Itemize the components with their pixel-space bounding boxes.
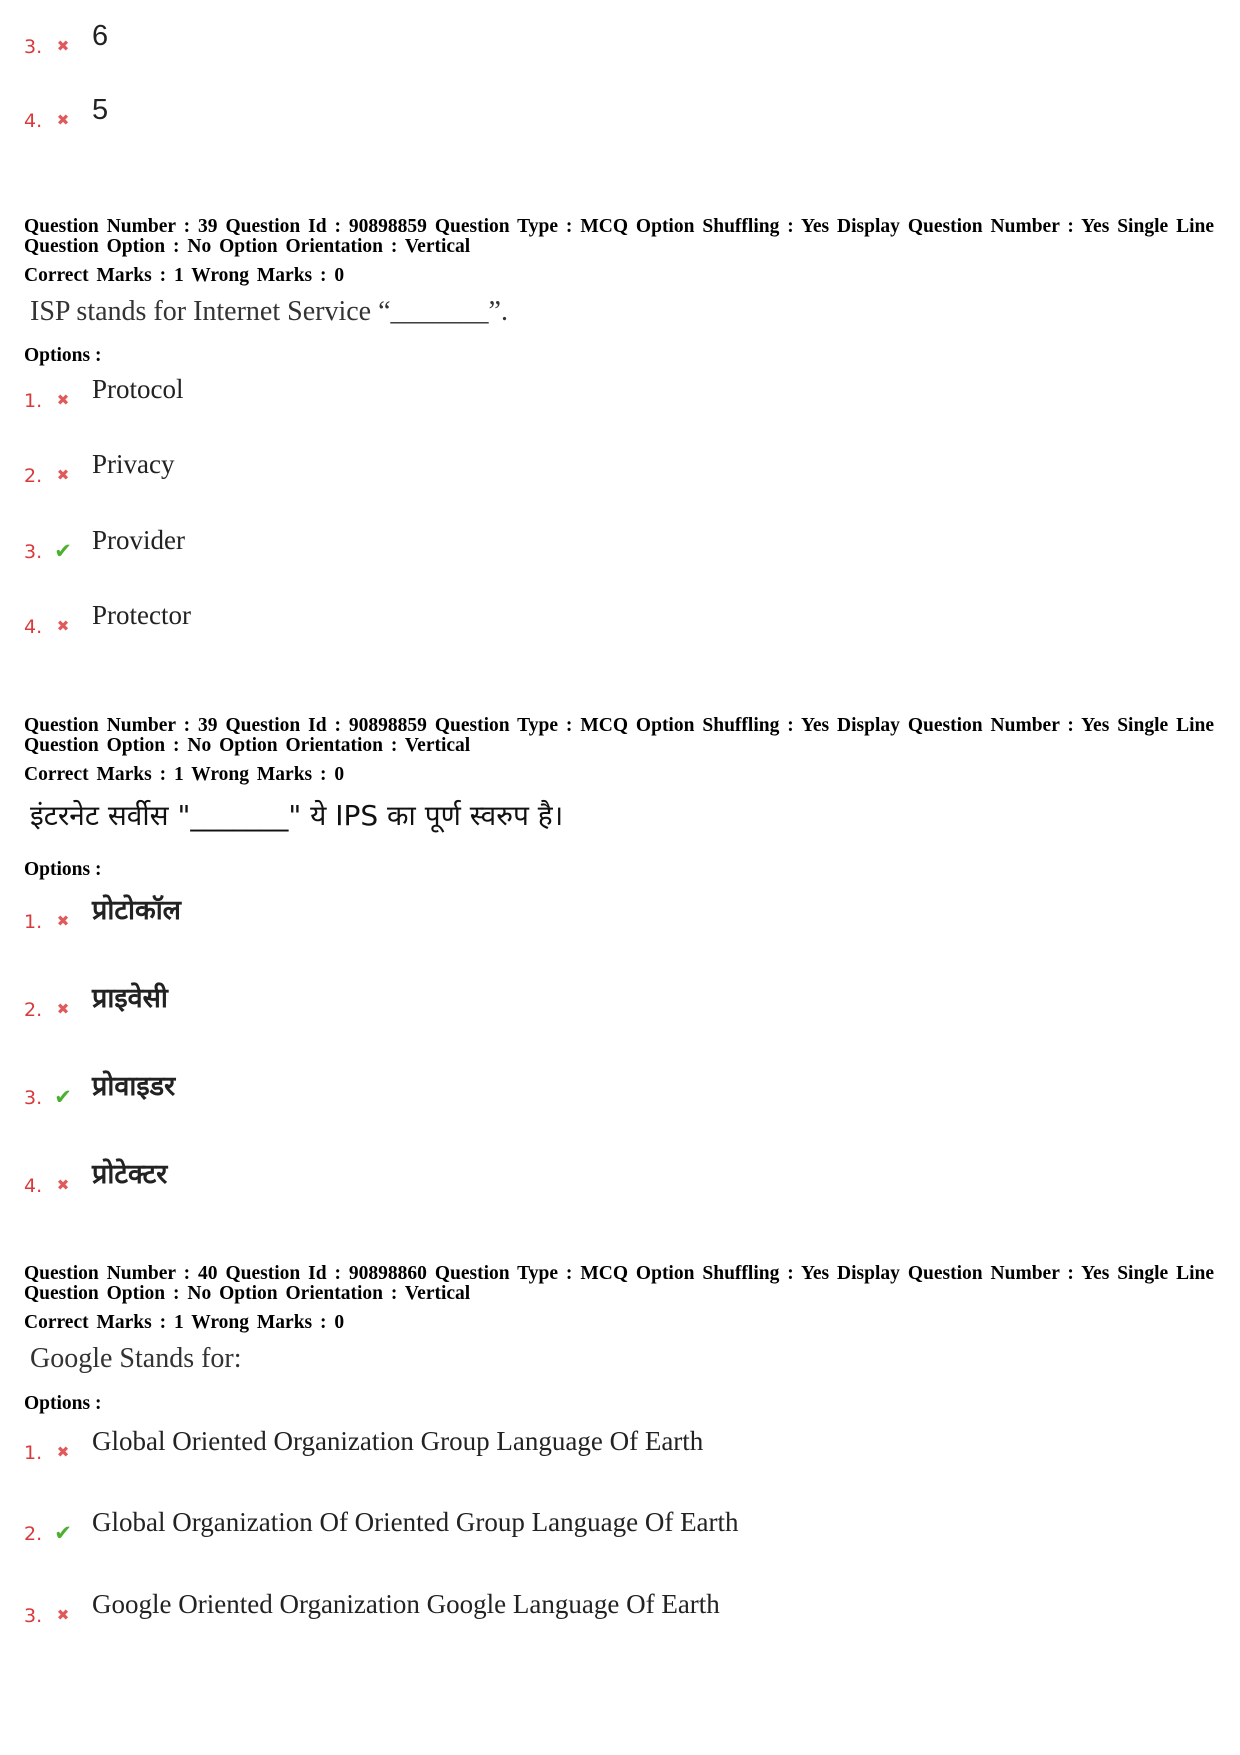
option-text: Global Oriented Organization Group Language Of Earth [92, 1426, 704, 1456]
option-text: Google Oriented Organization Google Language Of Earth [92, 1589, 720, 1619]
option-number: 2. [24, 999, 43, 1021]
option-number: 4. [24, 110, 43, 132]
option-row [24, 888, 1174, 932]
option-text: 6 [92, 20, 109, 52]
option-row [24, 1500, 1174, 1544]
option-text: प्रोटेक्टर [92, 1159, 168, 1190]
option-number: 4. [24, 616, 43, 638]
option-number: 2. [24, 1523, 43, 1545]
option-text: Privacy [92, 449, 175, 479]
option-number: 3. [24, 541, 43, 563]
option-text: Global Organization Of Oriented Group Language Of Earth [92, 1507, 739, 1537]
question-text: इंटरनेट सर्वीस "_______" ये IPS का पूर्ण स्वरुप है। [30, 799, 564, 832]
options-label: Options : [24, 345, 102, 366]
option-number: 3. [24, 36, 43, 58]
options-label: Options : [24, 1393, 102, 1414]
option-number: 1. [24, 1442, 43, 1464]
option-text: प्रोवाइडर [92, 1071, 176, 1102]
question-marks: Correct Marks : 1 Wrong Marks : 0 [24, 265, 345, 286]
wrong-icon: ✖ [56, 999, 70, 1018]
option-row [24, 976, 1174, 1020]
option-row [24, 13, 1174, 57]
question-marks: Correct Marks : 1 Wrong Marks : 0 [24, 1312, 345, 1333]
option-row [24, 1582, 1174, 1626]
option-text: 5 [92, 94, 109, 126]
option-row [24, 1419, 1174, 1463]
wrong-icon: ✖ [56, 616, 70, 635]
option-row [24, 367, 1174, 411]
check-icon: ✔ [54, 538, 72, 563]
question-text: ISP stands for Internet Service “_______”. [30, 296, 508, 327]
wrong-icon: ✖ [56, 1175, 70, 1194]
question-meta: Question Number : 40 Question Id : 90898860 Question Type : MCQ Option Shuffling : Yes Display Question Number : Yes Single Line Question Option : No Option Orientation : Vertical [24, 1263, 1214, 1304]
wrong-icon: ✖ [56, 36, 70, 55]
option-number: 1. [24, 911, 43, 933]
option-number: 1. [24, 390, 43, 412]
option-number: 3. [24, 1605, 43, 1627]
check-icon: ✔ [54, 1520, 72, 1545]
option-text: Protector [92, 600, 191, 630]
options-label: Options : [24, 859, 102, 880]
wrong-icon: ✖ [56, 465, 70, 484]
question-marks: Correct Marks : 1 Wrong Marks : 0 [24, 764, 345, 785]
option-text: Provider [92, 525, 185, 555]
wrong-icon: ✖ [56, 911, 70, 930]
option-row [24, 518, 1174, 562]
option-text: Protocol [92, 374, 184, 404]
wrong-icon: ✖ [56, 1442, 70, 1461]
option-row [24, 442, 1174, 486]
question-meta: Question Number : 39 Question Id : 90898859 Question Type : MCQ Option Shuffling : Yes Display Question Number : Yes Single Line Question Option : No Option Orientation : Vertical [24, 216, 1214, 257]
option-number: 2. [24, 465, 43, 487]
wrong-icon: ✖ [56, 1605, 70, 1624]
option-row [24, 1152, 1174, 1196]
option-number: 4. [24, 1175, 43, 1197]
option-text: प्राइवेसी [92, 983, 168, 1014]
option-row [24, 593, 1174, 637]
option-row [24, 87, 1174, 131]
question-text: Google Stands for: [30, 1343, 242, 1374]
option-text: प्रोटोकॉल [92, 895, 181, 926]
check-icon: ✔ [54, 1084, 72, 1109]
option-number: 3. [24, 1087, 43, 1109]
wrong-icon: ✖ [56, 390, 70, 409]
question-meta: Question Number : 39 Question Id : 90898859 Question Type : MCQ Option Shuffling : Yes Display Question Number : Yes Single Line Question Option : No Option Orientation : Vertical [24, 715, 1214, 756]
option-row [24, 1064, 1174, 1108]
wrong-icon: ✖ [56, 110, 70, 129]
